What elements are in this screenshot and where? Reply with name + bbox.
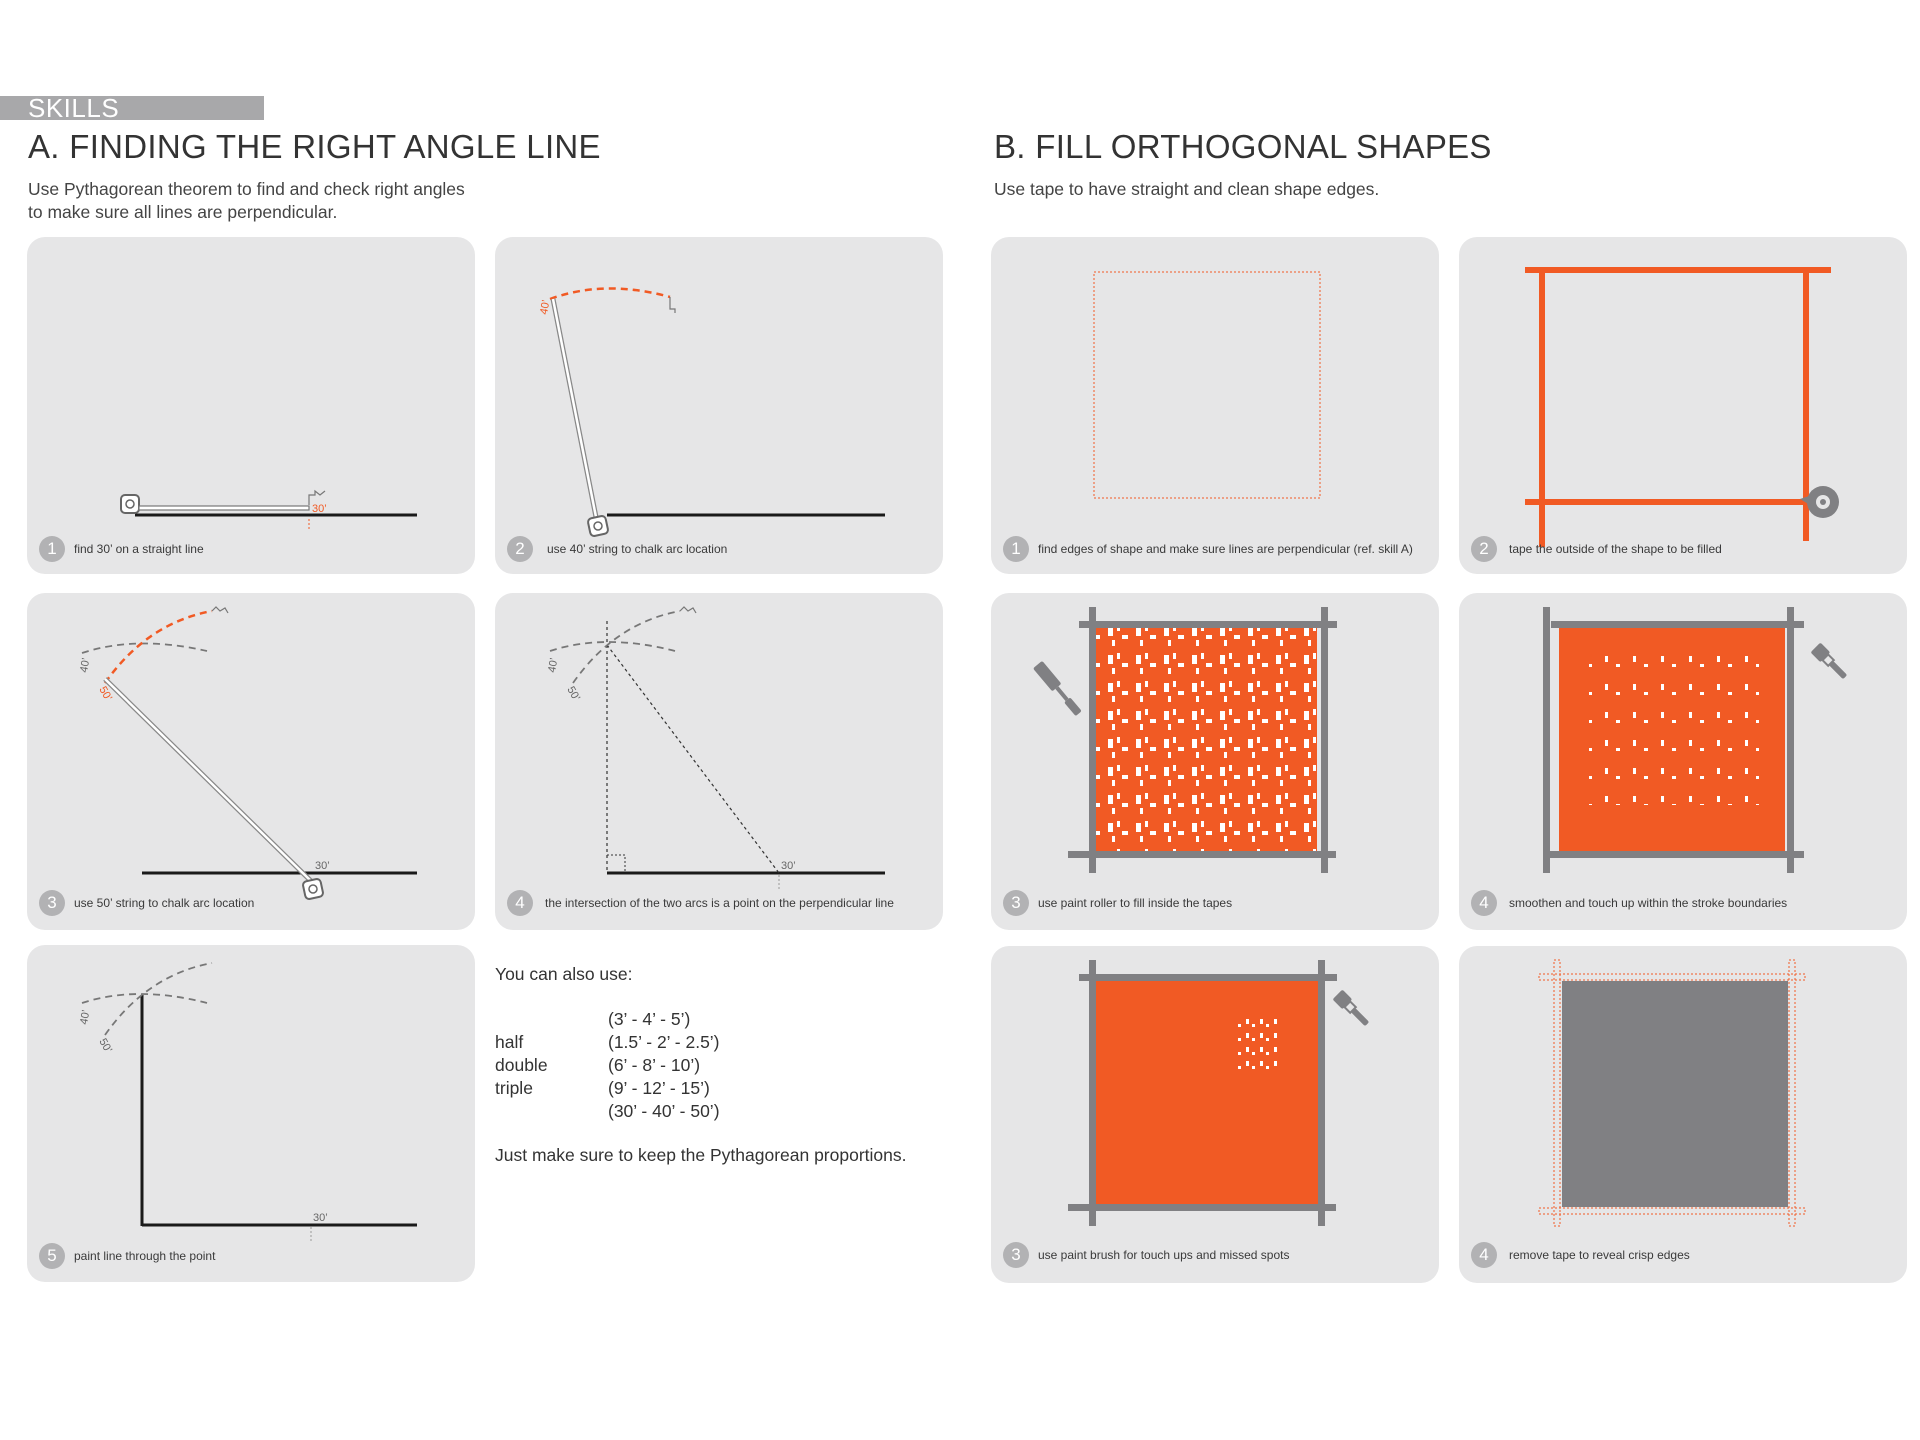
section-tag: SKILLS (0, 96, 264, 120)
step-caption: remove tape to reveal crisp edges (1509, 1248, 1690, 1262)
section-a-subtitle-line2: to make sure all lines are perpendicular. (28, 202, 338, 222)
label-30: 30’ (781, 860, 796, 872)
step-number: 2 (1471, 536, 1497, 562)
arc-40 (82, 994, 207, 1003)
step-caption: paint line through the point (74, 1249, 216, 1263)
tape-measure-icon (121, 495, 139, 513)
section-a-title: A. FINDING THE RIGHT ANGLE LINE (28, 128, 601, 165)
step-number: 1 (1003, 536, 1029, 562)
section-a-subtitle-line1: Use Pythagorean theorem to find and check right angles (28, 179, 465, 199)
tape-frame (1525, 267, 1831, 547)
ratio-value: (6’ - 8’ - 10’) (608, 1055, 701, 1075)
step-caption: find edges of shape and make sure lines are perpendicular (ref. skill A) (1038, 542, 1413, 556)
finished-shape (1562, 981, 1788, 1207)
hypotenuse-guide (607, 645, 779, 873)
ratio-value: (3’ - 4’ - 5’) (608, 1009, 691, 1029)
label-40: 40’ (538, 298, 553, 316)
step-number: 3 (39, 890, 65, 916)
measuring-tape (139, 506, 309, 510)
arc-40 (550, 642, 675, 651)
card-b-step-1 (991, 237, 1439, 574)
ratio-value: (9’ - 12’ - 15’) (608, 1078, 710, 1098)
paint-brush-icon (1810, 642, 1850, 682)
b6-diagram (1459, 946, 1907, 1283)
tape-hook-icon (680, 607, 696, 613)
tape-measure-icon (302, 878, 323, 899)
ratio-name: triple (495, 1078, 533, 1098)
step-caption: tape the outside of the shape to be filled (1509, 542, 1722, 556)
step-number: 2 (507, 536, 533, 562)
step-caption: smoothen and touch up within the stroke boundaries (1509, 896, 1788, 910)
arc-50 (573, 611, 680, 683)
tape-measure-icon (587, 515, 608, 536)
label-50: 50’ (564, 684, 583, 704)
step-caption: use 50’ string to chalk arc location (74, 896, 255, 910)
step-caption: use paint brush for touch ups and missed spots (1038, 1248, 1290, 1262)
b3-diagram (991, 593, 1439, 930)
also-footer: Just make sure to keep the Pythagorean proportions. (495, 1145, 907, 1165)
label-30: 30’ (315, 860, 330, 872)
missed-spot (1236, 1016, 1278, 1074)
b4-diagram (1459, 593, 1907, 930)
paint-roller-icon (1033, 661, 1083, 718)
label-40: 40’ (78, 1008, 93, 1026)
a4-diagram (495, 593, 943, 930)
arc-50 (105, 611, 212, 683)
b2-diagram (1459, 237, 1907, 574)
a2-diagram (495, 237, 943, 574)
b1-diagram (991, 237, 1439, 574)
label-30: 30’ (312, 503, 327, 515)
paint-fill (1089, 627, 1317, 853)
a5-diagram (27, 945, 475, 1282)
tape-hook-icon (212, 607, 228, 613)
step-number: 1 (39, 536, 65, 562)
step-number: 3 (1003, 1242, 1029, 1268)
section-b-title: B. FILL ORTHOGONAL SHAPES (994, 128, 1492, 165)
step-number: 5 (39, 1243, 65, 1269)
card-b-step-3 (991, 593, 1439, 930)
ratio-name: half (495, 1032, 524, 1052)
also-intro: You can also use: (495, 964, 633, 984)
arc-40 (550, 288, 670, 299)
ratio-value: (30’ - 40’ - 50’) (608, 1101, 720, 1121)
label-50: 50’ (96, 1036, 115, 1056)
card-b-step-4 (1459, 593, 1907, 930)
card-a-step-4 (495, 593, 943, 930)
a3-diagram (27, 593, 475, 930)
label-30: 30’ (313, 1212, 328, 1224)
paint-brush-icon (1332, 989, 1372, 1029)
tape-hook-icon (670, 297, 675, 313)
right-angle-mark (607, 855, 625, 873)
card-a-step-5 (27, 945, 475, 1282)
step-caption: the intersection of the two arcs is a point on the perpendicular line (545, 896, 894, 910)
section-b-subtitle: Use tape to have straight and clean shape edges. (994, 179, 1380, 199)
step-number: 4 (1471, 890, 1497, 916)
label-50: 50’ (96, 684, 115, 704)
ratio-value: (1.5’ - 2’ - 2.5’) (608, 1032, 720, 1052)
section-a-subtitle (28, 178, 465, 224)
card-a-step-3 (27, 593, 475, 930)
step-caption: use paint roller to fill inside the tapes (1038, 896, 1233, 910)
step-caption: find 30’ on a straight line (74, 542, 204, 556)
paint-fill (1091, 979, 1319, 1207)
step-number: 3 (1003, 890, 1029, 916)
step-number: 4 (507, 890, 533, 916)
arc-50 (105, 963, 212, 1035)
shape-outline (1094, 272, 1320, 498)
label-40: 40’ (78, 656, 93, 674)
step-number: 4 (1471, 1242, 1497, 1268)
arc-40 (82, 643, 207, 653)
card-b-step-6 (1459, 946, 1907, 1283)
card-b-step-5 (991, 946, 1439, 1283)
paint-fill (1589, 655, 1759, 805)
label-40: 40’ (546, 656, 561, 674)
card-a-step-2 (495, 237, 943, 574)
card-b-step-2 (1459, 237, 1907, 574)
a1-diagram (27, 237, 475, 574)
ratio-name: double (495, 1055, 548, 1075)
b5-diagram (991, 946, 1439, 1283)
step-caption: use 40’ string to chalk arc location (547, 542, 728, 556)
card-a-step-1 (27, 237, 475, 574)
